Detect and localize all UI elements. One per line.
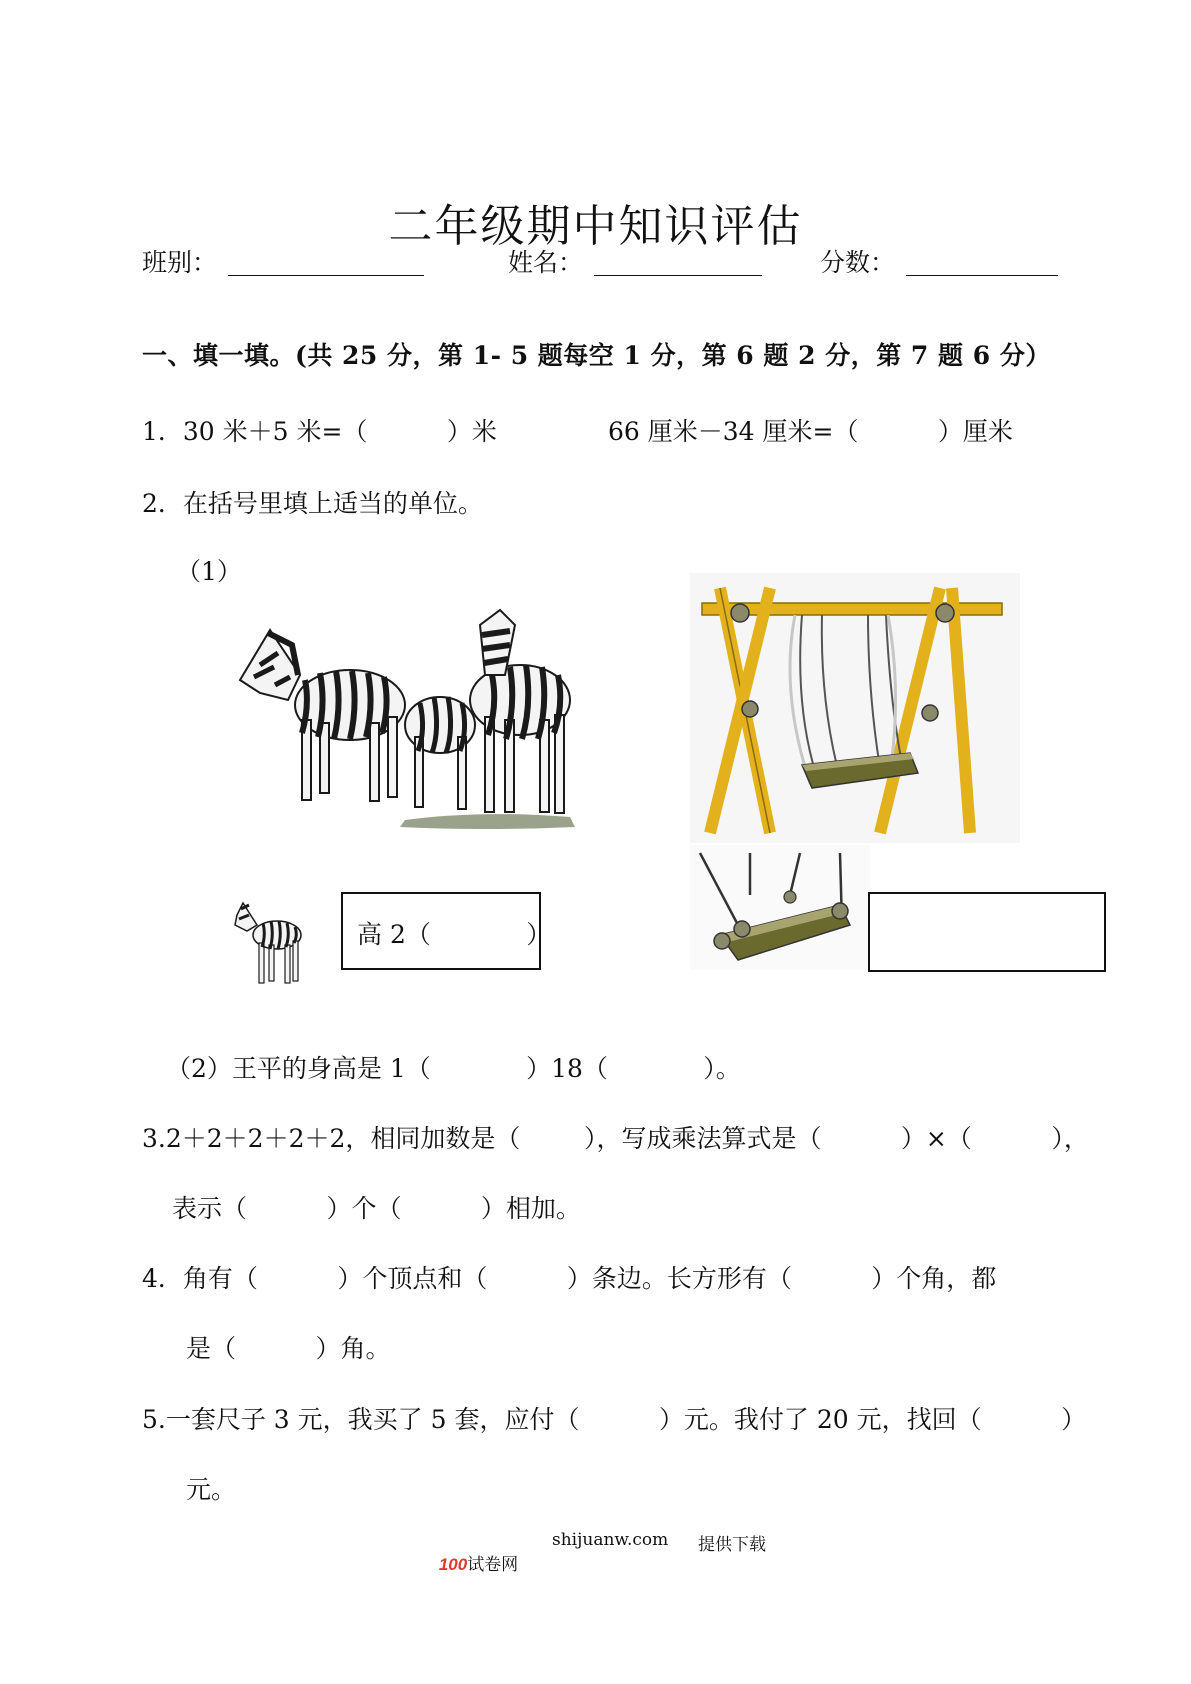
- q2-sub1-label: （1）: [176, 557, 242, 586]
- class-label: 班别：: [142, 248, 218, 277]
- footer-site-cn: 试卷网: [467, 1555, 519, 1575]
- q4-line2: 是（ ）角。: [186, 1334, 391, 1363]
- name-label: 姓名：: [508, 248, 584, 277]
- footer-provided: 提供下载: [698, 1535, 766, 1555]
- footer-domain[interactable]: shijuanw.com: [552, 1530, 669, 1550]
- q4-line1: 4．角有（ ）个顶点和（ ）条边。长方形有（ ）个角，都: [142, 1264, 997, 1293]
- q1-left: 1．30 米＋5 米=（ ）米: [142, 417, 497, 446]
- zebra-group-image: [230, 605, 610, 835]
- q2-stem: 2．在括号里填上适当的单位。: [142, 489, 483, 518]
- small-zebra-image: [233, 893, 313, 988]
- logo-100: 100: [438, 1555, 468, 1574]
- footer-logo: [428, 1530, 518, 1575]
- q3-line1: 3.2＋2＋2＋2＋2，相同加数是（ ），写成乘法算式是（ ）×（ ），: [142, 1124, 1089, 1153]
- swing-answer-box[interactable]: [868, 892, 1106, 972]
- name-field[interactable]: [594, 275, 762, 276]
- q5-line2: 元。: [186, 1475, 237, 1504]
- q5-line1: 5.一套尺子 3 元，我买了 5 套，应付（ ）元。我付了 20 元，找回（ ）: [142, 1405, 1087, 1434]
- zebra-answer-text: 高 2（ ）: [357, 920, 552, 949]
- score-field[interactable]: [906, 275, 1058, 276]
- swing-seat-image: [690, 845, 870, 970]
- page-title: 二年级期中知识评估: [388, 201, 803, 252]
- score-label: 分数：: [820, 248, 896, 277]
- q3-line2: 表示（ ）个（ ）相加。: [172, 1194, 581, 1223]
- section-heading: 一、填一填。(共 25 分，第 1- 5 题每空 1 分，第 6 题 2 分，第 7 题 6 分）: [142, 341, 1051, 370]
- class-field[interactable]: [228, 275, 424, 276]
- swing-image: [690, 573, 1020, 843]
- q2-sub2: （2）王平的身高是 1（ ）18（ ）。: [166, 1054, 741, 1083]
- q1-right: 66 厘米－34 厘米=（ ）厘米: [608, 417, 1013, 446]
